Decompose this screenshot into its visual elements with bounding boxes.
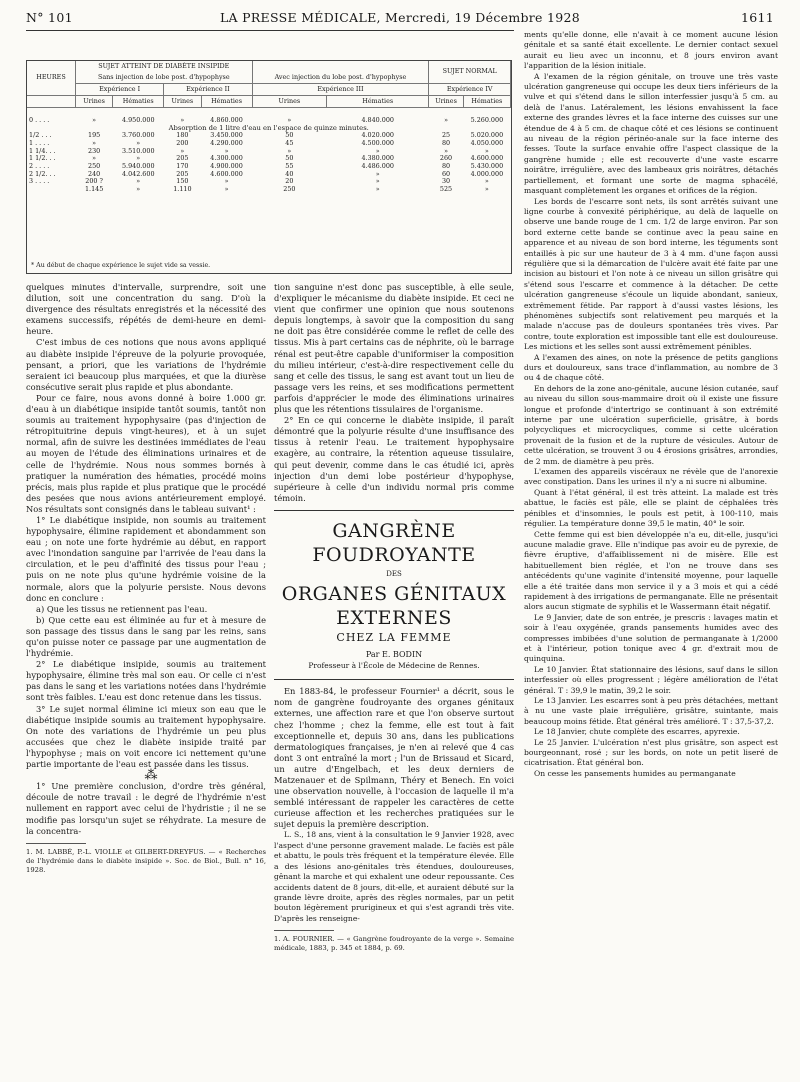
sub-header: Hématies <box>201 96 252 108</box>
running-header <box>26 10 774 30</box>
paragraph: a) Que les tissus ne retiennent pas l'eau. <box>36 603 208 614</box>
col-sans: Sans injection de lobe post. d'hypophyse <box>76 72 253 84</box>
paragraph: Les bords de l'escarre sont nets, ils sont arrêtés suivant une ligne courbe à convexité périphérique, au delà de laquelle on observe une bande rouge de 1 cm. 1/2 de large environ. Par son bord externe cette bande se continue avec la peau saine en apparence et au niveau de son bord interne, les téguments sont entaillés à pic sur une hauteur de 3 à 4 mm. d'une façon aussi régulière que si la démarcation de l'ulcère avait été faite par une incision au bistouri et l'on note à ce niveau un sillon grisâtre qui s'étend sous l'escarre et commence à la détacher. De cette ulcération gangreneuse s'écoule un liquide abondant, sanieux, extrêmement fétide. Par rapport à d'aussi vastes lésions, les phénomènes subjectifs sont relativement peu marqués et la malade n'accuse pas de douleurs spontanées très vives. Par contre, toute exploration est impossible tant elle est douloureuse. Les mictions et les selles sont aussi extrêmement pénibles. <box>524 196 778 352</box>
paragraph: L. S., 18 ans, vient à la consultation le 9 Janvier 1928, avec l'aspect d'une personne gravement malade. Le faciès est pâle et abattu, le pouls très fréquent et la température élevée. Elle a des lésions ano-génitales très étendues, douloureuses, gênant la marche et qui exhalent une odeur repoussante. Ces accidents datent de 8 jours, dit-elle, et auraient débuté sur la grande lèvre droite, après des règles normales, par un petit bouton légèrement prurigineux et qui s'est agrandi très vite. D'après les renseigne- <box>274 830 514 923</box>
table-row: 1 1/4. . . 230 3.510.000 » » » » » » <box>29 146 489 155</box>
table-row: 1 1/2. . . » » 205 4.300.000 50 4.380.000 260 4.600.000 <box>29 154 504 163</box>
paragraph: L'examen des appareils viscéraux ne révèle que de l'anorexie avec constipation. Dans les urines il n'y a ni sucre ni albumine. <box>524 467 778 487</box>
col-normal: SUJET NORMAL <box>429 61 511 84</box>
paragraph: 1° Une première conclusion, d'ordre très général, découle de notre travail : le degré de l'hydrémie n'est nullement en rapport avec celui de l'hydristie ; il ne se modifie pas lorsqu'un sujet se réhydrate. La mesure de la concentra- <box>26 781 266 836</box>
table-row: 1 . . . . » » 200 4.290.000 45 4.500.000 80 4.050.000 <box>29 139 504 148</box>
paragraph: Le 18 Janvier, chute complète des escarres, apyrexie. <box>534 727 740 737</box>
paragraph: En 1883-84, le professeur Fournier¹ a décrit, sous le nom de gangrène foudroyante des organes génitaux externes, une affection rare et que l'on observe surtout chez l'homme ; chez la femme, elle est tout à fait exceptionnelle et, depuis 30 ans, dans les publications dermatologiques françaises, je n'en ai relevé que 4 cas dont 3 ont entraîné la mort ; l'un de Brissaud et Sicard, un autre d'Engelbach, et les deux derniers de Matzenauer et de Spilmann, Théry et Benech. En voici une observation nouvelle, à l'occasion de laquelle il m'a semblé intéressant de rappeler les caractères de cette curieuse affection et les recherches pratiquées sur le sujet depuis la première description. <box>274 686 514 830</box>
paragraph: 2° En ce qui concerne le diabète insipide, il paraît démontré que la polyurie résulte d'une insuffisance des tissus à retenir l'eau. Le traitement hypophysaire exagère, au contraire, la rétention aqueuse tissulaire, qui peut devenir, comme dans le cas étudié ici, après injection d'un demi lobe postérieur d'hypophyse, supérieure à celle d'un individu normal pris comme témoin. <box>274 415 514 503</box>
paragraph: Cette femme qui est bien développée n'a eu, dit-elle, jusqu'ici aucune maladie grave. Elle n'indique pas avoir eu de pyrexie, de fièvre éruptive, d'affaiblissement ni de misère. Elle est habituellement bien réglée, et l'on ne trouve dans ses antécédents qu'une vaginite d'intensité moyenne, pour laquelle elle a été traitée dans mon service il y a 3 mois et qui a cédé rapidement à des irrigations de permanganate. Elle ne présentait alors aucun stigmate de syphilis et le Wassermann était négatif. <box>524 529 778 612</box>
article-title-line-2: DES <box>386 569 402 578</box>
footnote: 1. A. FOURNIER. — « Gangrène foudroyante de la verge ». Semaine médicale, 1883, p. 345 et 1884, p. 69. <box>274 935 514 953</box>
paragraph: Le 13 Janvier. Les escarres sont à peu près détachées, mettant à nu une vaste plaie irrégulière, grisâtre, suintante, mais beaucoup moins fétide. État général très amélioré. T : 37,5-37,2. <box>524 696 778 726</box>
sub-header: Hématies <box>463 96 510 108</box>
paragraph: On cesse les pansements humides au permanganate <box>534 768 736 778</box>
exp-2: Expérience II <box>164 84 252 96</box>
paragraph: ments qu'elle donne, elle n'avait à ce moment aucune lésion génitale et sa santé était excellente. Le dernier contact sexuel aurait eu lieu avec un inconnu, et 8 jours environ avant l'apparition de la lésion initiale. <box>524 30 778 71</box>
author-affiliation: Professeur à l'École de Médecine de Rennes. <box>308 661 480 671</box>
header-rule <box>26 30 514 31</box>
paragraph: A l'examen des aines, on note la présence de petits ganglions durs et douloureux, sans trace d'inflammation, au nombre de 3 ou 4 de chaque côté. <box>524 352 778 383</box>
col-avec: Avec injection du lobe post. d'hypophyse <box>252 72 429 84</box>
table-footnote: * Au début de chaque expérience le sujet vide sa vessie. <box>31 262 211 269</box>
sub-header: Hématies <box>327 96 429 108</box>
paragraph: Le 9 Janvier, date de son entrée, je prescris : lavages matin et soir à l'eau oxygénée, grands pansements humides avec des compresses imbibées d'une solution de permanganate à 1/2000 et à l'intérieur, potion tonique avec 4 gr. d'extrait mou de quinquina. <box>524 612 778 664</box>
column-1 <box>26 282 266 875</box>
absorption-note: Absorption de 1 litre d'eau en l'espace de quinze minutes. <box>168 124 369 133</box>
paragraph: quelques minutes d'intervalle, surprendre, soit une dilution, soit une concentration du sang. D'où la divergence des résultats enregistrés et la nécessité des examens successifs, répétés de demi-heure en demi-heure. <box>26 282 266 337</box>
column-2 <box>274 282 514 953</box>
table-row: 2 . . . . 250 5.940.000 170 4.900.000 55 4.486.000 80 5.430.000 <box>29 162 504 171</box>
paragraph: A l'examen de la région génitale, on trouve une très vaste ulcération gangreneuse qui occupe les deux tiers inférieurs de la vulve et qui s'étend dans le sillon interfessier jusqu'à 5 cm. au delà de l'anus. Latéralement, les lésions envahissent la face externe des grandes lèvres et la face interne des cuisses sur une étendue de 4 à 5 cm. de chaque côté et ces lésions se continuent au niveau de la région périnéo-anale sur la face interne des fesses. Toute la surface envahie offre l'aspect classique de la gangrène humide ; elle est recouverte d'une vaste escarre noirâtre, irrégulière, avec des lambeaux gris noirâtres, détachés partiellement, et formant une sorte de magma sphacélé, masquant complètement les organes et orifices de la région. <box>524 71 778 196</box>
sub-header: Urines <box>76 96 113 108</box>
article-title-line-4: CHEZ LA FEMME <box>336 630 452 644</box>
issue-number: N° 101 <box>26 10 73 25</box>
paragraph: Pour ce faire, nous avons donné à boire 1.000 gr. d'eau à un diabétique insipide tantôt soumis, tantôt non soumis au traitement hypophysaire (pas d'injection de rétropituitrine depuis vingt-heures), et à un sujet normal, afin de suivre les destinées immédiates de l'eau au moyen de l'étude des éliminations urinaires et de celle de l'hydrémie. Nous nous sommes bornés à pratiquer la numération des hématies, procédé moins précis, mais plus rapide et plus pratique que le procédé des pesées que nous avions antérieurement employé. Nos résultats sont consignés dans le tableau suivant¹ : <box>26 392 266 514</box>
table-row: 1.145 » 1.110 » 250 » 525 » <box>84 185 489 194</box>
sub-header: Urines <box>252 96 327 108</box>
footnote-rule <box>274 930 334 931</box>
paragraph: Le 10 Janvier. État stationnaire des lésions, sauf dans le sillon interfessier où elles progressent ; légère amélioration de l'état général. T : 39,9 le matin, 39,2 le soir. <box>524 664 778 695</box>
paragraph: 3° Le sujet normal élimine ici mieux son eau que le diabétique insipide soumis au traitement hypophysaire. On note des variations de l'hydrémie un peu plus accusées que chez le diabète insipide traité par l'hypophyse ; mais on voit encore ici nettement qu'une partie importante de l'eau est passée dans les tissus. <box>26 703 266 770</box>
article-title-line-3: ORGANES GÉNITAUX EXTERNES <box>281 582 507 629</box>
section-stars: ⁂ <box>144 768 158 784</box>
exp-1: Expérience I <box>76 84 164 96</box>
exp-3: Expérience III <box>252 84 429 96</box>
table-top-label: SUJET ATTEINT DE DIABÈTE INSIPIDE <box>76 61 253 72</box>
col-heures: HEURES <box>27 61 76 96</box>
column-3 <box>524 30 778 779</box>
paragraph: 2° Le diabétique insipide, soumis au traitement hypophysaire, élimine très mal son eau. Or celle ci n'est pas dans le sang et les variations notées dans l'hydrémie sont très faibles. L'eau est donc retenue dans les tissus. <box>26 659 266 703</box>
article-title-line-1: GANGRÈNE FOUDROYANTE <box>312 519 476 566</box>
table-row: 3 . . . . 200 ? » 150 » 20 » 30 » <box>29 177 489 186</box>
footnote: 1. M. LABBÉ, P.-L. VIOLLE et GILBERT-DREYFUS. — « Recherches de l'hydrémie dans le diabète insipide ». Soc. de Biol., Bull. n° 16, 1928. <box>26 847 266 874</box>
sub-header: Hématies <box>113 96 164 108</box>
journal-title: LA PRESSE MÉDICALE, Mercredi, 19 Décembre 1928 <box>219 10 581 25</box>
paragraph: Quant à l'état général, il est très atteint. La malade est très abattue, le faciès est pâle, elle se plaint de céphalées très pénibles et d'insomnies, le pouls est petit, à 100-110, mais régulier. La température donne 39,5 le matin, 40° le soir. <box>524 487 778 529</box>
paragraph: Le 25 Janvier. L'ulcération n'est plus grisâtre, son aspect est bourgeonnant, rosé ; sur les bords, on note un petit liseré de cicatrisation. État général bon. <box>524 737 778 768</box>
paragraph: b) Que cette eau est éliminée au fur et à mesure de son passage des tissus dans le sang par les reins, sans qu'on puisse noter ce passage par une augmentation de l'hydrémie. <box>26 614 266 659</box>
table-row: 1/2 . . . 195 3.760.000 180 3.450.000 50 4.020.000 25 5.020.000 <box>29 131 504 140</box>
paragraph: En dehors de la zone ano-génitale, aucune lésion cutanée, sauf au niveau du sillon sous-mammaire droit où il existe une fissure longue et profonde d'intertrigo se continuant à son extrémité interne par une ulcération superficielle, grisâtre, à bords polycycliques et microcycliques, comme si cette ulcération provenait de la fusion et de la rupture de vésicules. Autour de cette ulcération, se trouvent 3 ou 4 érosions grisâtres, arrondies, de 2 mm. de diamètre à peu près. <box>524 383 778 466</box>
paragraph: C'est imbus de ces notions que nous avons appliqué au diabète insipide l'épreuve de la polyurie provoquée, pensant, a priori, que les variations de l'hydrémie seraient ici beaucoup plus marquées, et que la diurèse consécutive serait plus rapide et plus abondante. <box>26 337 266 392</box>
paragraph: 1° Le diabétique insipide, non soumis au traitement hypophysaire, élimine rapidement et abondamment son eau ; on note une forte hydrémie au début, en rapport avec l'inondation sanguine par l'arrivée de l'eau dans la circulation, et le peu d'affinité des tissus pour l'eau ; puis on ne note plus qu'une hydrémie voisine de la normale, alors que la polyurie persiste. Nous devons donc en conclure : <box>26 514 266 603</box>
author: Par E. BODIN <box>365 650 423 660</box>
footnote-rule <box>26 843 86 844</box>
table-row: 2 1/2. . . 240 4.042.600 205 4.600.000 40 » 60 4.000.000 <box>29 169 504 178</box>
paragraph: tion sanguine n'est donc pas susceptible, à elle seule, d'expliquer le mécanisme du diabète insipide. Et ceci ne vient que confirmer une opinion que nous soutenons depuis longtemps, à savoir que la composition du sang ne doit pas être considérée comme le reflet de celle des tissus. Mis à part certains cas de néphrite, où le barrage rénal est peut-être capable d'uniformiser la composition du milieu intérieur, c'est-à-dire respectivement celle du sang et celle des tissus, le sang est avant tout un lieu de passage vers les reins, et ses modifications permettent parfois d'apprécier le mode des éliminations urinaires plus que les rétentions tissulaires de l'organisme. <box>274 282 514 415</box>
results-table <box>26 60 512 274</box>
page-number: 1611 <box>740 10 774 25</box>
exp-4: Expérience IV <box>429 84 511 96</box>
table-row: 0 . . . . » 4.950.000 » 4.860.000 » 4.840.000 » 5.260.000 <box>29 115 504 124</box>
sub-header: Urines <box>429 96 463 108</box>
sub-header: Urines <box>164 96 201 108</box>
article-heading <box>274 510 514 680</box>
